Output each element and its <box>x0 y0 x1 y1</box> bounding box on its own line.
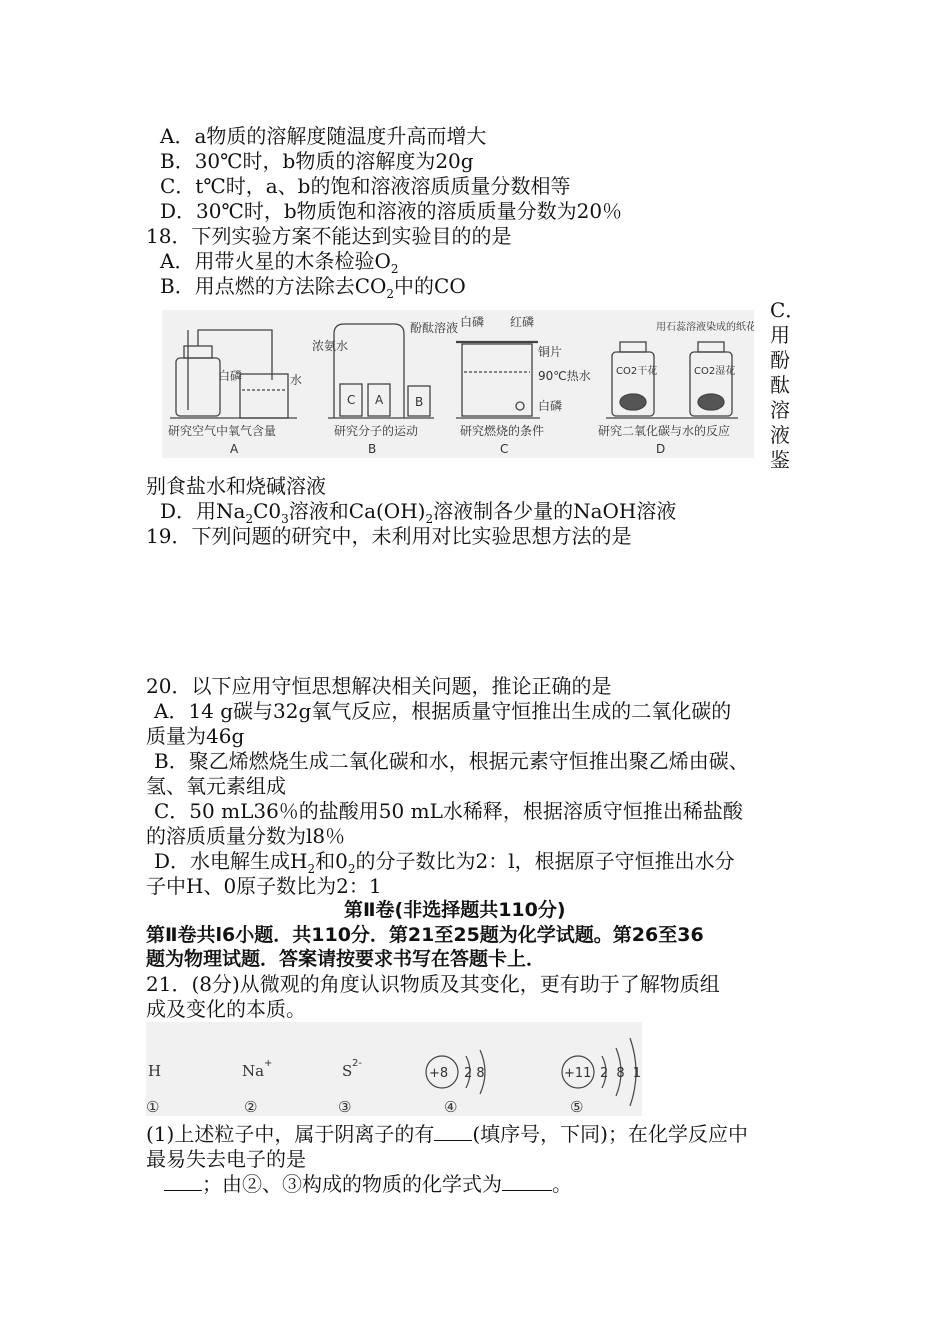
apparatus-d <box>606 342 738 418</box>
q21-stem-line1: 21．(8分)从微观的角度认识物质及其变化，更有助于了解物质组 <box>146 972 720 996</box>
label-c-white2: 白磷 <box>538 399 563 413</box>
label-d-dye: 用石蕊溶液染成的纸花 <box>656 322 754 333</box>
label-b-cup-a: A <box>375 393 384 407</box>
q20-option-c-line2: 的溶质质量分数为l8％ <box>146 824 346 848</box>
q18-option-d: D．用$Na_2C0_3$溶液和$Ca(OH)_2$溶液制各少量的NaOH溶液 <box>160 499 677 526</box>
label-c-red: 红磷 <box>510 315 535 329</box>
atom5-shells: 2 8 1 <box>600 1066 642 1081</box>
answer-blank-lose-electron[interactable] <box>164 1172 202 1191</box>
letter-c: C <box>500 442 509 456</box>
label-c-white: 白磷 <box>460 315 485 329</box>
apparatus-c <box>456 342 540 418</box>
caption-a: 研究空气中氧气含量 <box>168 424 277 438</box>
atom5-nucleus: +11 <box>564 1066 592 1081</box>
answer-blank-formula[interactable] <box>502 1172 552 1191</box>
q20-option-d-line2: 子中H、0原子数比为2：1 <box>146 874 382 898</box>
q18-figure-svg <box>162 310 754 458</box>
q20-option-b-line2: 氢、氧元素组成 <box>146 774 286 798</box>
q18-stem: 18．下列实验方案不能达到实验目的的是 <box>146 224 512 248</box>
label-b-cup-c: C <box>347 393 356 407</box>
particle-na: Na <box>242 1062 265 1080</box>
q18-option-c-vertical: C． 用 酚 酞 溶 液 鉴 <box>770 298 806 472</box>
caption-b: 研究分子的运动 <box>334 424 419 438</box>
q20-option-c-line1: C．50 mL36％的盐酸用50 mL水稀释，根据溶质守恒推出稀盐酸 <box>154 799 743 823</box>
part2-instructions-line2: 题为物理试题．答案请按要求书写在答题卡上． <box>146 948 546 970</box>
q17-option-b: B．30℃时，b物质的溶解度为20g <box>160 149 474 173</box>
q19-stem: 19．下列问题的研究中，未利用对比实验思想方法的是 <box>146 524 632 548</box>
particle-na-charge: + <box>264 1058 273 1069</box>
part2-instructions-line1: 第Ⅱ卷共l6小题．共110分．第21至25题为化学试题。第26至36 <box>146 924 704 946</box>
q21-stem-line2: 成及变化的本质。 <box>146 997 306 1021</box>
label-a-phos: 白磷 <box>218 369 243 383</box>
label-b-ammonia: 浓氨水 <box>312 339 349 353</box>
q20-option-a-line1: A．14 g碳与32g氧气反应，根据质量守恒推出生成的二氧化碳的 <box>154 699 732 723</box>
particle-h: H <box>148 1062 162 1080</box>
caption-c: 研究燃烧的条件 <box>460 424 545 438</box>
q18-option-c-cont: 别食盐水和烧碱溶液 <box>146 474 326 498</box>
atom4-shells: 2 8 <box>464 1066 485 1081</box>
q20-option-a-line2: 质量为46g <box>146 724 245 748</box>
q18-experiment-figure <box>162 310 754 458</box>
q20-option-d-line1: D．水电解生成$H_2$和$0_2$的分子数比为2：l，根据原子守恒推出水分 <box>154 849 735 876</box>
q18-option-a: A．用带火星的木条检验$O_2$ <box>160 249 399 276</box>
particle-s-charge: 2- <box>352 1058 362 1069</box>
q20-stem: 20．以下应用守恒思想解决相关问题，推论正确的是 <box>146 674 612 698</box>
num-2: ② <box>244 1098 258 1116</box>
answer-blank-anion[interactable] <box>434 1122 472 1141</box>
letter-a: A <box>230 442 239 456</box>
label-d-dry: CO2干花 <box>616 366 658 377</box>
label-d-wet: CO2湿花 <box>694 366 736 377</box>
letter-b: B <box>368 442 377 456</box>
q17-option-a: A．a物质的溶解度随温度升高而增大 <box>160 124 487 148</box>
num-1: ① <box>146 1098 160 1116</box>
label-c-hot: 90℃热水 <box>538 369 591 383</box>
q21-figure-svg <box>146 1022 642 1116</box>
num-5: ⑤ <box>570 1098 584 1116</box>
atom4-nucleus: +8 <box>429 1066 449 1081</box>
q17-option-d: D．30℃时，b物质饱和溶液的溶质质量分数为20％ <box>160 199 623 223</box>
q17-option-c: C．t℃时，a、b的饱和溶液溶质质量分数相等 <box>160 174 571 198</box>
q18-option-b: B．用点燃的方法除去$CO_2$中的CO <box>160 274 466 301</box>
part2-title: 第Ⅱ卷(非选择题共110分) <box>344 899 566 921</box>
q20-option-b-line1: B．聚乙烯燃烧生成二氧化碳和水，根据元素守恒推出聚乙烯由碳、 <box>154 749 749 773</box>
label-b-cup-b: B <box>415 395 424 409</box>
q21-part1-line3: ；由②、③构成的物质的化学式为 。 <box>164 1172 572 1196</box>
num-4: ④ <box>444 1098 458 1116</box>
letter-d: D <box>656 442 666 456</box>
q21-particles-figure <box>146 1022 642 1116</box>
label-b-phenol: 酚酞溶液 <box>410 321 459 335</box>
particle-s: S <box>342 1062 353 1080</box>
q21-part1-line2: 最易失去电子的是 <box>146 1147 306 1171</box>
caption-d: 研究二氧化碳与水的反应 <box>598 424 731 438</box>
num-3: ③ <box>338 1098 352 1116</box>
label-c-copper: 铜片 <box>538 345 563 359</box>
q21-part1-line1: (1)上述粒子中，属于阴离子的有 (填序号，下同)；在化学反应中 <box>146 1122 748 1146</box>
label-a-water: 水 <box>290 373 303 387</box>
